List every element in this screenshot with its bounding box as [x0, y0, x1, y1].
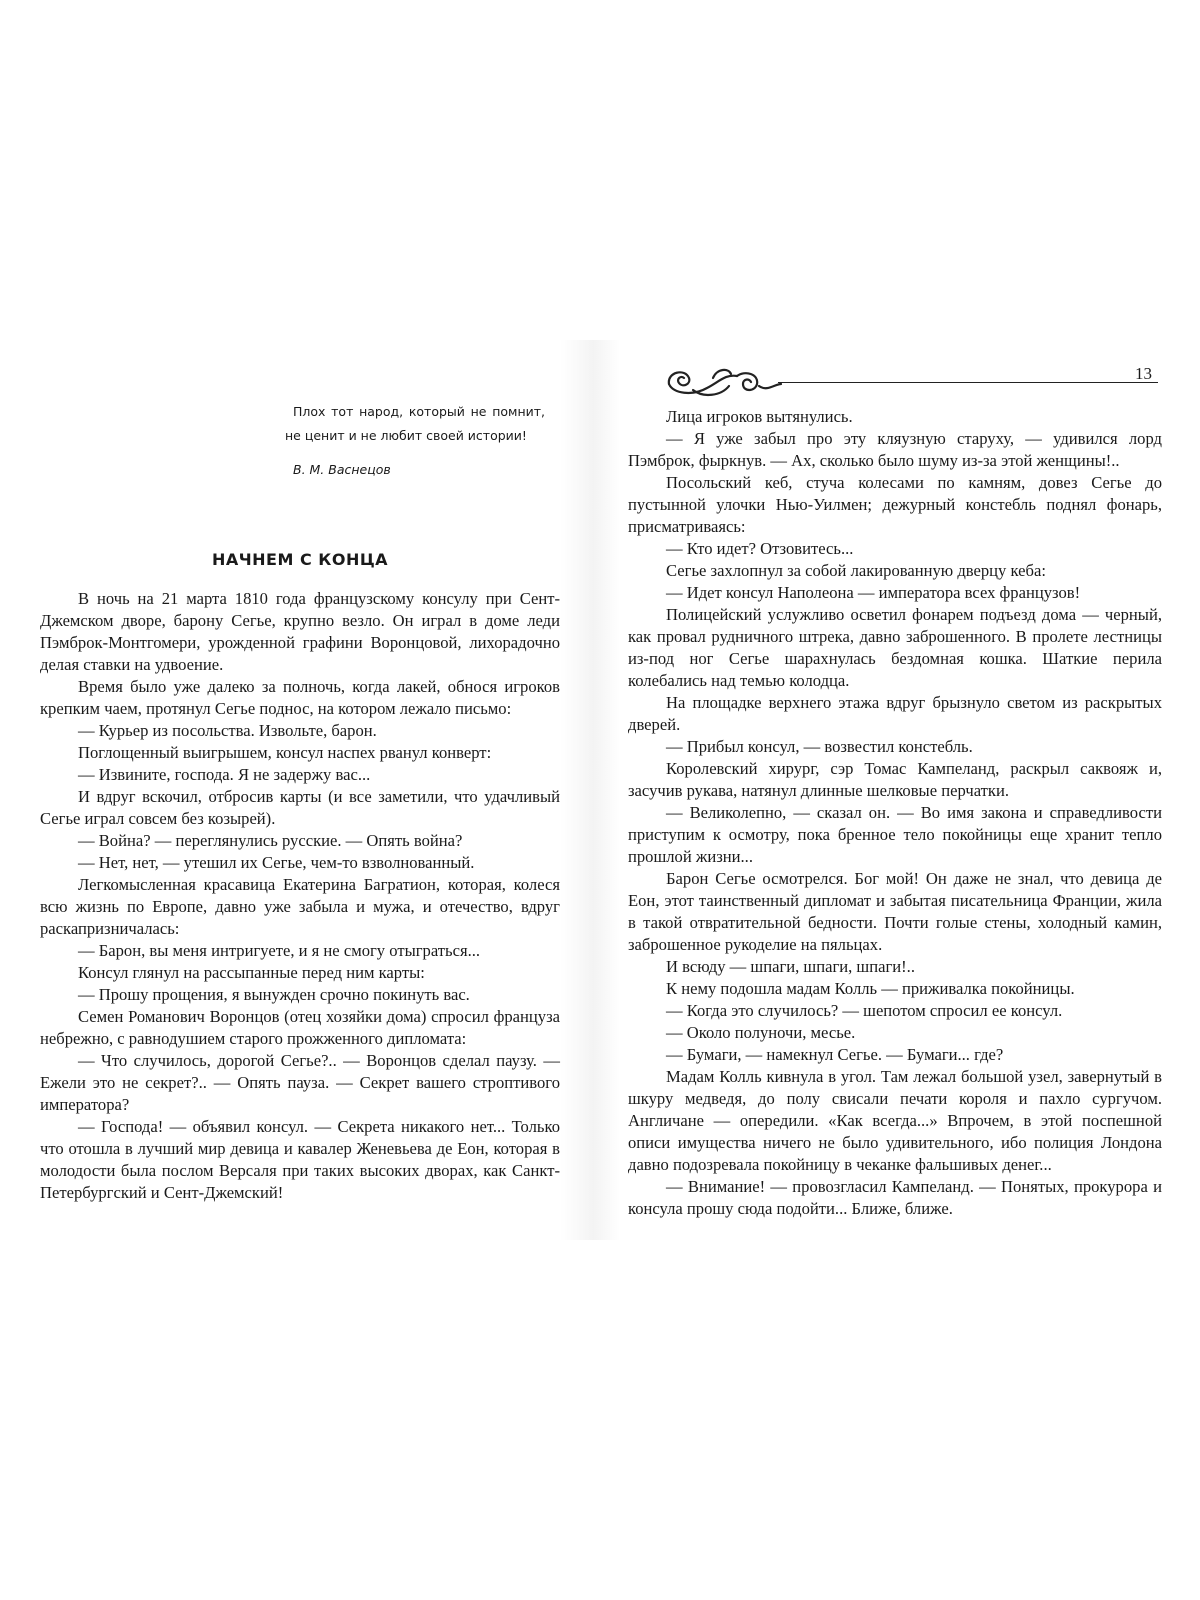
page-number: 13 [1135, 364, 1152, 383]
paragraph: — Барон, вы меня интригуете, и я не смогу отыграться... [78, 941, 481, 960]
paragraph: — Курьер из посольства. Извольте, барон. [78, 721, 377, 740]
paragraph: — Война? — переглянулись русские. — Опять война? [78, 831, 463, 850]
paragraph: — Нет, нет, — утешил их Сегье, чем-то взволнованный. [78, 853, 475, 872]
paragraph: В ночь на 21 марта 1810 года французскому консулу при Сент-Джемском дворе, барону Сегье, крупно везло. Он играл в доме леди Пэмброк-Монтгомери, урожденной графини Воронцовой, лихорадочно делая ставки на удвоение. [40, 589, 560, 674]
paragraph: Мадам Колль кивнула в угол. Там лежал большой узел, завернутый в шкуру медведя, до полу свисали печати короля и пахло сургучом. Англичане — опередили. «Как всегда...» Впрочем, в этой поспешной описи имущества ничего не было удивительного, ибо полиция Лондона давно подозревала покойницу в чеканке фальшивых денег... [628, 1067, 1162, 1174]
paragraph: — Я уже забыл про эту кляузную старуху, — удивился лорд Пэмброк, фыркнув. — Ах, сколько было шуму из-за этой женщины!.. [628, 429, 1162, 470]
paragraph: — Идет консул Наполеона — императора всех французов! [666, 583, 1081, 602]
paragraph: И вдруг вскочил, отбросив карты (и все заметили, что удачливый Сегье играл совсем без козырей). [40, 787, 560, 828]
paragraph: — Прошу прощения, я вынужден срочно покинуть вас. [78, 985, 470, 1004]
right-page-body [628, 406, 1162, 1220]
epigraph-author: В. М. Васнецов [293, 462, 391, 477]
paragraph: — Бумаги, — намекнул Сегье. — Бумаги... где? [666, 1045, 1004, 1064]
epigraph [285, 400, 545, 482]
paragraph: — Около полуночи, месье. [666, 1023, 856, 1042]
header-rule [778, 382, 1158, 383]
paragraph: К нему подошла мадам Колль — приживалка покойницы. [666, 979, 1075, 998]
paragraph: — Когда это случилось? — шепотом спросил ее консул. [666, 1001, 1063, 1020]
paragraph: Поглощенный выигрышем, консул наспех рванул конверт: [78, 743, 492, 762]
paragraph: — Господа! — объявил консул. — Секрета никакого нет... Только что отошла в лучший мир девица и кавалер Женевьева де Еон, которая в молодости была послом Версаля при таких высоких дворах, как Санкт-Петербургский и Сент-Джемский! [40, 1117, 560, 1202]
paragraph: Королевский хирург, сэр Томас Кампеланд, раскрыл саквояж и, засучив рукава, натянул длинные шелковые перчатки. [628, 759, 1162, 800]
scroll-ornament-icon [663, 362, 783, 400]
paragraph: Время было уже далеко за полночь, когда лакей, обнося игроков крепким чаем, протянул Сегье поднос, на котором лежало письмо: [40, 677, 560, 718]
paragraph: Посольский кеб, стуча колесами по камням, довез Сегье до пустынной улочки Нью-Уилмен; дежурный констебль поднял фонарь, присматриваясь: [628, 473, 1162, 536]
page-header [628, 360, 1162, 400]
paragraph: — Великолепно, — сказал он. — Во имя закона и справедливости приступим к осмотру, пока бренное тело покойницы еще хранит тепло прошлой жизни... [628, 803, 1162, 866]
paragraph: Семен Романович Воронцов (отец хозяйки дома) спросил француза небрежно, с равнодушием старого прожженного дипломата: [40, 1007, 560, 1048]
paragraph: Сегье захлопнул за собой лакированную дверцу кеба: [666, 561, 1046, 580]
paragraph: Полицейский услужливо осветил фонарем подъезд дома — черный, как провал рудничного штрека, давно заброшенного. В пролете лестницы из-под ног Сегье шарахнулась бездомная кошка. Шаткие перила колебались над темью колодца. [628, 605, 1162, 690]
paragraph: — Внимание! — провозгласил Кампеланд. — Понятых, прокурора и консула прошу сюда подойти... Ближе, ближе. [628, 1177, 1162, 1218]
paragraph: — Прибыл консул, — возвестил констебль. [666, 737, 973, 756]
paragraph: Барон Сегье осмотрелся. Бог мой! Он даже не знал, что девица де Еон, этот таинственный дипломат и забытая писательница Франции, жила в такой отвратительной бедности. Почти голые стены, холодный камин, заброшенное рукоделие на пяльцах. [628, 869, 1162, 954]
paragraph: Легкомысленная красавица Екатерина Багратион, которая, колеся всю жизнь по Европе, давно уже забыла и мужа, и отечество, вдруг раскапризничалась: [40, 875, 560, 938]
paragraph: Лица игроков вытянулись. [666, 407, 853, 426]
book-gutter-shadow [560, 340, 620, 1240]
paragraph: На площадке верхнего этажа вдруг брызнуло светом из раскрытых дверей. [628, 693, 1162, 734]
paragraph: — Кто идет? Отзовитесь... [666, 539, 854, 558]
paragraph: И всюду — шпаги, шпаги, шпаги!.. [666, 957, 915, 976]
paragraph: — Извините, господа. Я не задержу вас... [78, 765, 371, 784]
left-page-body [40, 588, 560, 1204]
paragraph: Консул глянул на рассыпанные перед ним карты: [78, 963, 425, 982]
paragraph: — Что случилось, дорогой Сегье?.. — Воронцов сделал паузу. — Ежели это не секрет?.. — Опять пауза. — Секрет вашего строптивого императора? [40, 1051, 560, 1114]
chapter-title: НАЧНЕМ С КОНЦА [211, 550, 389, 569]
epigraph-text: Плох тот народ, который не помнит, не ценит и не любит своей истории! [285, 404, 545, 443]
